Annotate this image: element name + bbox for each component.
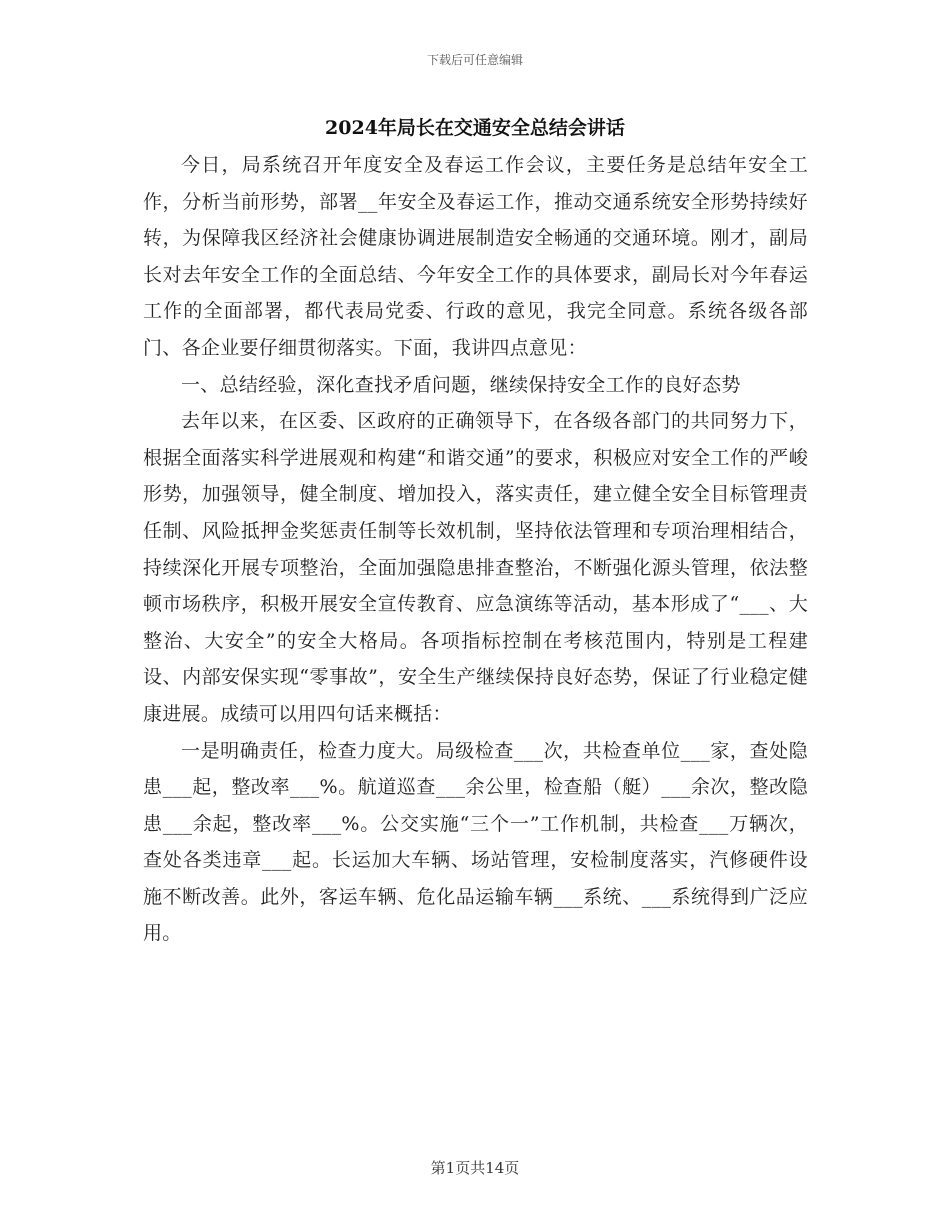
page-header-note: 下载后可任意编辑 [426, 53, 523, 67]
document-title: 2024年局长在交通安全总结会讲话 [325, 117, 625, 139]
document-body [143, 147, 808, 952]
paragraph-intro: 今日，局系统召开年度安全及春运工作会议，主要任务是总结年安全工作，分析当前形势，部署__年安全及春运工作，推动交通系统安全形势持续好转，为保障我区经济社会健康协调进展制造安全畅通的交通环境。刚才，副局长对去年安全工作的全面总结、今年安全工作的具体要求，副局长对今年春运工作的全面部署，都代表局党委、行政的意见，我完全同意。系统各级各部门、各企业要仔细贯彻落实。下面，我讲四点意见： [143, 154, 808, 359]
paragraph-review: 去年以来，在区委、区政府的正确领导下，在各级各部门的共同努力下，根据全面落实科学进展观和构建“和谐交通”的要求，积极应对安全工作的严峻形势，加强领导，健全制度、增加投入，落实责任，建立健全安全目标管理责任制、风险抵押金奖惩责任制等长效机制，坚持依法管理和专项治理相结合，持续深化开展专项整治，全面加强隐患排查整治，不断强化源头管理，依法整顿市场秩序，积极开展安全宣传教育、应急演练等活动，基本形成了“___、大整治、大安全”的安全大格局。各项指标控制在考核范围内，特别是工程建设、内部安保实现“零事故”，安全生产继续保持良好态势，保证了行业稳定健康进展。成绩可以用四句话来概括： [143, 410, 808, 725]
paragraph-point-one: 一是明确责任，检查力度大。局级检查___次，共检查单位___家，查处隐患___起，整改率___%。航道巡查___余公里，检查船（艇）___余次，整改隐患___余起，整改率___%。公交实施“三个一”工作机制，共检查___万辆次，查处各类违章___起。长运加大车辆、场站管理，安检制度落实，汽修硬件设施不断改善。此外，客运车辆、危化品运输车辆___系统、___系统得到广泛应用。 [143, 739, 808, 945]
page-number: 第1页共14页 [430, 1159, 520, 1177]
paragraph-section-heading: 一、总结经验，深化查找矛盾问题，继续保持安全工作的良好态势 [181, 373, 741, 396]
